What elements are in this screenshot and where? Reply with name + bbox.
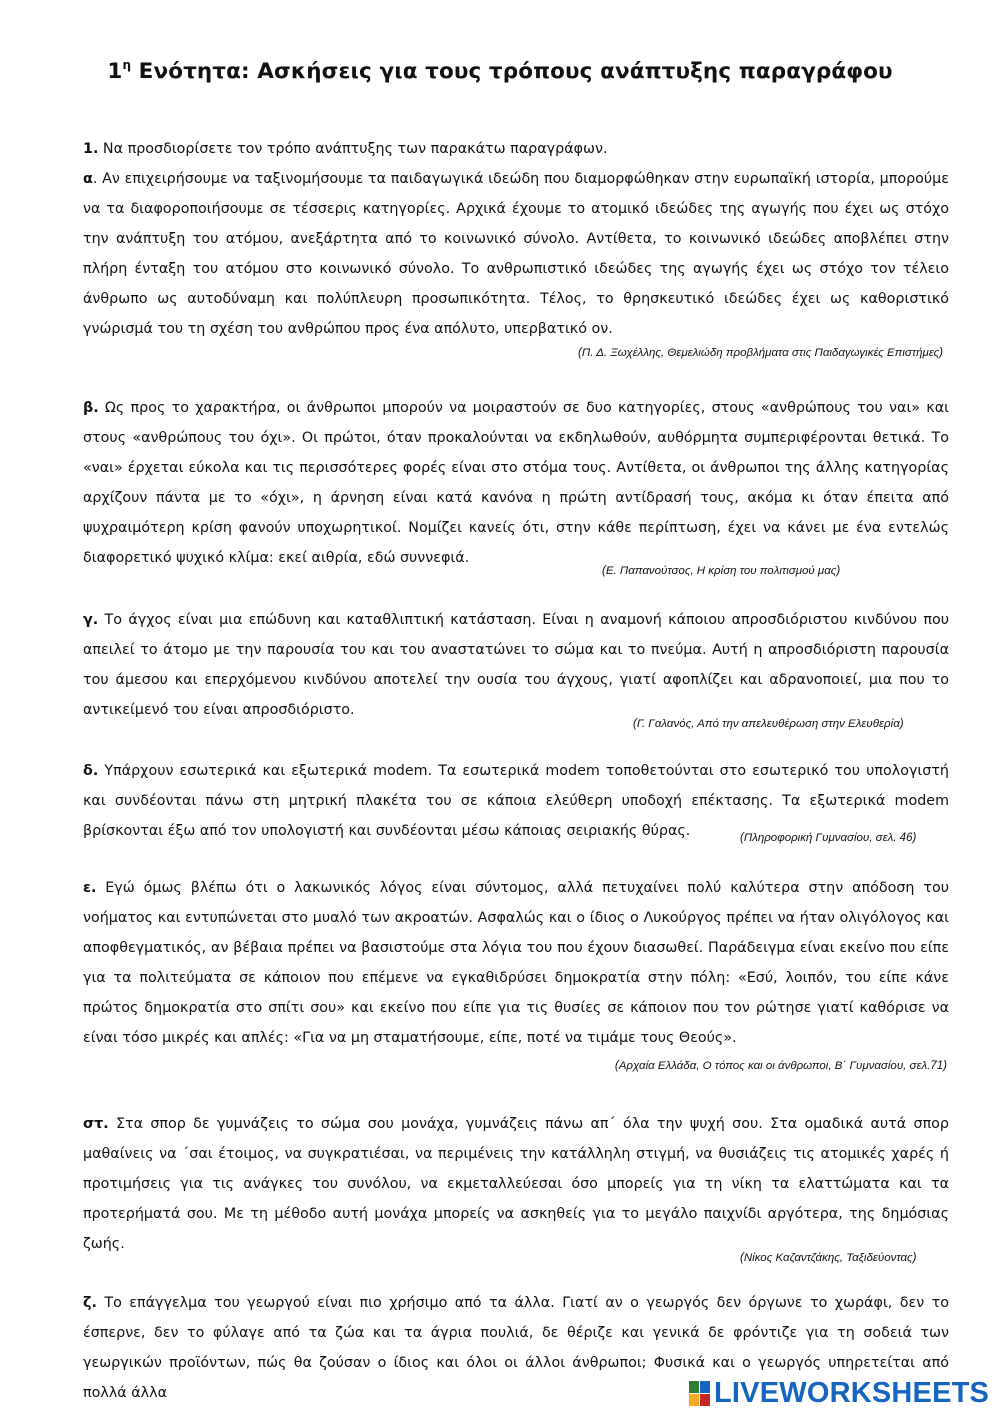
source-f: (Νίκος Καζαντζάκης, Ταξιδεύοντας) [740,1251,917,1264]
logo-square [700,1394,710,1406]
liveworksheets-logo-icon [689,1379,711,1407]
paragraph-b: β. Ως προς το χαρακτήρα, οι άνθρωποι μπορούν να μοιραστούν σε δυο κατηγορίες, στους «ανθρώπους του ναι» και στους «ανθρώπους του όχι». Οι πρώτοι, όταν προκαλούνται να εκδηλωθούν, αυθόρμητα συμπεριφέρονται θετικά. Το «ναι» έρχεται εύκολα και τις περισσότερες φορές είναι στο στόμα τους. Αντίθετα, οι άνθρωποι της άλλης κατηγορίας αρχίζουν πάντα με το «όχι», η άρνηση είναι κατά κανόνα η πρώτη αντίδρασή τους, ακόμα κι όταν έπειτα από ψυχραιμότερη κρίση φανούν υποχωρητικοί. Νομίζει κανείς ότι, στην κάθε περίπτωση, έχει να κάνει με ένα εντελώς διαφορετικό ψυχικό κλίμα: εκεί αιθρία, εδώ συννεφιά. [83,400,949,566]
paragraph-c: γ. Το άγχος είναι μια επώδυνη και καταθλιπτική κατάσταση. Είναι η αναμονή κάποιου απροσδιόριστου κινδύνου που απειλεί το άτομο με την παρουσία του και του αναστατώνει το σώμα και το πνεύμα. Αυτή η απροσδιόριστη παρουσία του άμεσου και επερχόμενου κινδύνου αποτελεί την ουσία του άγχους, γιατί αφοπλίζει και αδρανοποιεί, μια που το αντικείμενό του είναι απροσδιόριστο. [83,612,949,718]
source-e: (Αρχαία Ελλάδα, Ο τόπος και οι άνθρωποι, Β΄ Γυμνασίου, σελ.71) [614,1060,947,1072]
logo-square [700,1381,710,1393]
page-title: $1^\eta$ Ενότητα: Ασκήσεις για τους τρόπους ανάπτυξης παραγράφου [107,58,893,84]
logo-square [689,1394,699,1406]
paragraph-a: α. Αν επιχειρήσουμε να ταξινομήσουμε τα παιδαγωγικά ιδεώδη που διαμορφώθηκαν στην ευρωπαϊκή ιστορία, μπορούμε να τα διαφοροποιήσουμε σε τέσσερις κατηγορίες. Αρχικά έχουμε το ατομικό ιδεώδες της αγωγής που έχει ως στόχο την ανάπτυξη του ατόμου, ανεξάρτητα από το κοινωνικό σύνολο. Αντίθετα, το κοινωνικό ιδεώδες αποβλέπει στην πλήρη ένταξη του ατόμου στο κοινωνικό σύνολο. Το ανθρωπιστικό ιδεώδες της αγωγής έχει ως στόχο τον τέλειο άνθρωπο ως αυτοδύναμη και πολύπλευρη προσωπικότητα. Τέλος, το θρησκευτικό ιδεώδες έχει ως καθοριστικό γνώρισμά του τη σχέση του ανθρώπου προς ένα απόλυτο, υπερβατικό ον. [83,171,949,337]
paragraph-d: δ. Υπάρχουν εσωτερικά και εξωτερικά modem. Τα εσωτερικά modem τοποθετούνται στο εσωτερικό του υπολογιστή και συνδέονται πάνω στη μητρική πλακέτα του σε κάποια ελεύθερη υποδοχή επέκτασης. Τα εξωτερικά modem βρίσκονται έξω από τον υπολογιστή και συνδέονται μέσω κάποιας σειριακής θύρας. [83,763,949,839]
logo-square [689,1381,699,1393]
liveworksheets-watermark [689,1375,989,1411]
source-a: (Π. Δ. Ξωχέλλης, Θεμελιώδη προβλήματα στις Παιδαγωγικές Επιστήμες) [578,347,943,359]
paragraph-g: ζ. Το επάγγελμα του γεωργού είναι πιο χρήσιμο από τα άλλα. Γιατί αν ο γεωργός δεν όργωνε το χωράφι, δεν το έσπερνε, δεν το φύλαγε από τα ζώα και τα άγρια πουλιά, δε θέριζε και γενικά δε φρόντιζε για τη σοδειά των γεωργικών προϊόντων, πώς θα ζούσαν ο ίδιος και όλοι οι άλλοι άνθρωποι; Φυσικά και ο γεωργός υπηρετείται από πολλά άλλα [83,1295,949,1401]
paragraph-e: ε. Εγώ όμως βλέπω ότι ο λακωνικός λόγος είναι σύντομος, αλλά πετυχαίνει πολύ καλύτερα στην απόδοση του νοήματος και εντυπώνεται στο μυαλό των ακροατών. Ασφαλώς και ο ίδιος ο Λυκούργος πρέπει να ήταν ολιγόλογος και αποφθεγματικός, αν βέβαια πρέπει να βασιστούμε στα λόγια του που έχουν διασωθεί. Παράδειγμα είναι εκείνο που είπε για τα πολιτεύματα σε κάποιον που επέμενε να εγκαθιδρύσει δημοκρατία στην πόλη: «Εσύ, λοιπόν, του είπε κάνε πρώτος δημοκρατία στο σπίτι σου» και εκείνο που είπε για τις θυσίες σε κάποιον που τον ρώτησε γιατί καθόρισε να είναι τόσο μικρές και απλές: «Για να μη σταματήσουμε, είπε, ποτέ να τιμάμε τους Θεούς». [83,880,949,1046]
watermark-text: LIVEWORKSHEETS [714,1376,990,1409]
source-d: (Πληροφορική Γυμνασίου, σελ. 46) [740,831,917,844]
paragraph-f: στ. Στα σπορ δε γυμνάζεις το σώμα σου μονάχα, γυμνάζεις πάνω απ΄ όλα την ψυχή σου. Στα ομαδικά αυτά σπορ μαθαίνεις να ΄σαι έτοιμος, να συγκρατιέσαι, να περιμένεις την κατάλληλη στιγμή, να θυσιάζεις τις ατομικές χαρές ή προτιμήσεις για τις ανάγκες του συνόλου, να εκμεταλλεύεσαι όσο μπορείς για τη νίκη τα ελαττώματα και τα προτερήματά σου. Με τη μέθοδο αυτή μονάχα μπορείς να ασκηθείς για το μεγάλο παιχνίδι αργότερα, της δημόσιας ζωής. [83,1116,949,1252]
source-c: (Γ. Γαλανός, Από την απελευθέρωση στην Ελευθερία) [633,717,904,730]
exercise-instruction: 1. Να προσδιορίσετε τον τρόπο ανάπτυξης των παρακάτω παραγράφων. [83,141,608,157]
source-b: (Ε. Παπανούτσος, Η κρίση του πολιτισμού μας) [602,564,841,577]
